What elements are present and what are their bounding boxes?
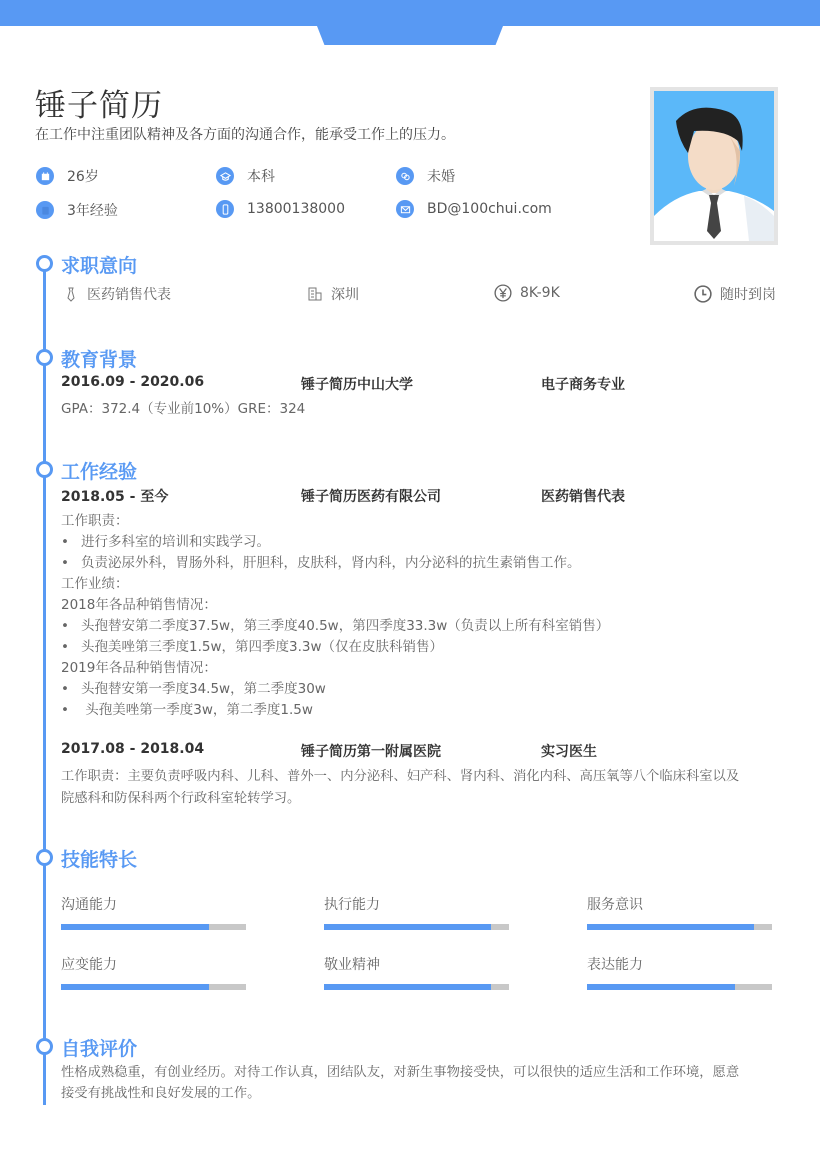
job-description: 工作职责：主要负责呼吸内科、儿科、普外一、内分泌科、妇产科、肾内科、消化内科、高压氧等八个临床科室以及 (61, 769, 740, 784)
job-duty-label: 工作职责： (61, 513, 129, 529)
skill-label: 服务意识 (587, 897, 643, 913)
list-item: • 头孢美唑第三季度1.5w，第四季度3.3w（仅在皮肤科销售） (61, 639, 444, 655)
briefcase-icon (36, 201, 54, 219)
info-degree: 本科 (216, 166, 275, 186)
graduation-icon (216, 167, 234, 185)
clock-icon (694, 285, 712, 303)
list-item: • 头孢替安第一季度34.5w，第二季度30w (61, 681, 326, 697)
skill-bar (324, 984, 509, 990)
job-position: 医药销售代表 (541, 489, 625, 505)
info-experience: 3年经验 (36, 200, 118, 220)
job-description: 院感科和防保科两个行政科室轮转学习。 (61, 791, 301, 806)
skill-bar (61, 984, 246, 990)
section-title-skills: 技能特长 (61, 849, 138, 871)
info-age: 26岁 (36, 166, 99, 186)
skill-label: 应变能力 (61, 957, 117, 973)
job-perf-label: 工作业绩： (61, 576, 129, 592)
intent-city: 深圳 (307, 284, 359, 304)
timeline-line (43, 263, 46, 1105)
info-email: BD@100chui.com (396, 200, 552, 218)
education-school: 锤子简历中山大学 (301, 377, 413, 393)
skill-bar (324, 924, 509, 930)
skill-bar (61, 924, 246, 930)
list-item: • 头孢美唑第一季度3w，第二季度1.5w (61, 702, 313, 718)
mail-icon (396, 200, 414, 218)
education-date: 2016.09 - 2020.06 (61, 374, 205, 390)
job-position: 实习医生 (541, 744, 597, 760)
sales-2018-label: 2018年各品种销售情况： (61, 597, 217, 613)
top-banner (0, 0, 820, 26)
section-title-education: 教育背景 (61, 349, 138, 371)
profile-photo (650, 87, 778, 245)
list-item: • 头孢替安第二季度37.5w，第三季度40.5w，第四季度33.3w（负责以上所有科室销售） (61, 618, 610, 634)
self-eval-text: 性格成熟稳重，有创业经历。对待工作认真，团结队友，对新生事物接受快，可以很快的适应生活和工作环境，愿意 (61, 1065, 740, 1080)
phone-icon (216, 200, 234, 218)
timeline-dot (36, 461, 53, 478)
sales-2019-label: 2019年各品种销售情况： (61, 660, 217, 676)
yen-icon (494, 284, 512, 302)
intent-position: 医药销售代表 (63, 284, 171, 304)
info-phone: 13800138000 (216, 200, 345, 218)
skill-label: 敬业精神 (324, 957, 380, 973)
section-title-work: 工作经验 (61, 461, 138, 483)
skill-bar (587, 984, 772, 990)
timeline-dot (36, 255, 53, 272)
tie-icon (63, 286, 79, 302)
job-company: 锤子简历第一附属医院 (301, 744, 441, 760)
resume-motto: 在工作中注重团队精神及各方面的沟通合作，能承受工作上的压力。 (35, 127, 455, 143)
timeline-dot (36, 1038, 53, 1055)
intent-salary: 8K-9K (494, 284, 560, 302)
self-eval-text: 接受有挑战性和良好发展的工作。 (61, 1086, 261, 1101)
education-detail: GPA：372.4（专业前10%）GRE：324 (61, 401, 306, 417)
building-icon (307, 286, 323, 302)
skill-bar (587, 924, 772, 930)
top-banner-notch (317, 26, 503, 45)
resume-name: 锤子简历 (35, 88, 163, 124)
intent-availability: 随时到岗 (694, 284, 776, 304)
timeline-dot (36, 849, 53, 866)
skill-label: 执行能力 (324, 897, 380, 913)
list-item: • 进行多科室的培训和实践学习。 (61, 534, 270, 550)
hearts-icon (396, 167, 414, 185)
job-date: 2017.08 - 2018.04 (61, 741, 205, 757)
list-item: • 负责泌尿外科，胃肠外科，肝胆科，皮肤科，肾内科，内分泌科的抗生素销售工作。 (61, 555, 581, 571)
job-date: 2018.05 - 至今 (61, 489, 169, 505)
skill-label: 沟通能力 (61, 897, 117, 913)
timeline-dot (36, 349, 53, 366)
skill-label: 表达能力 (587, 957, 643, 973)
section-title-intent: 求职意向 (61, 255, 138, 277)
education-major: 电子商务专业 (541, 377, 625, 393)
section-title-self-eval: 自我评价 (61, 1038, 138, 1060)
job-company: 锤子简历医药有限公司 (301, 489, 441, 505)
info-marital: 未婚 (396, 166, 455, 186)
calendar-icon (36, 167, 54, 185)
